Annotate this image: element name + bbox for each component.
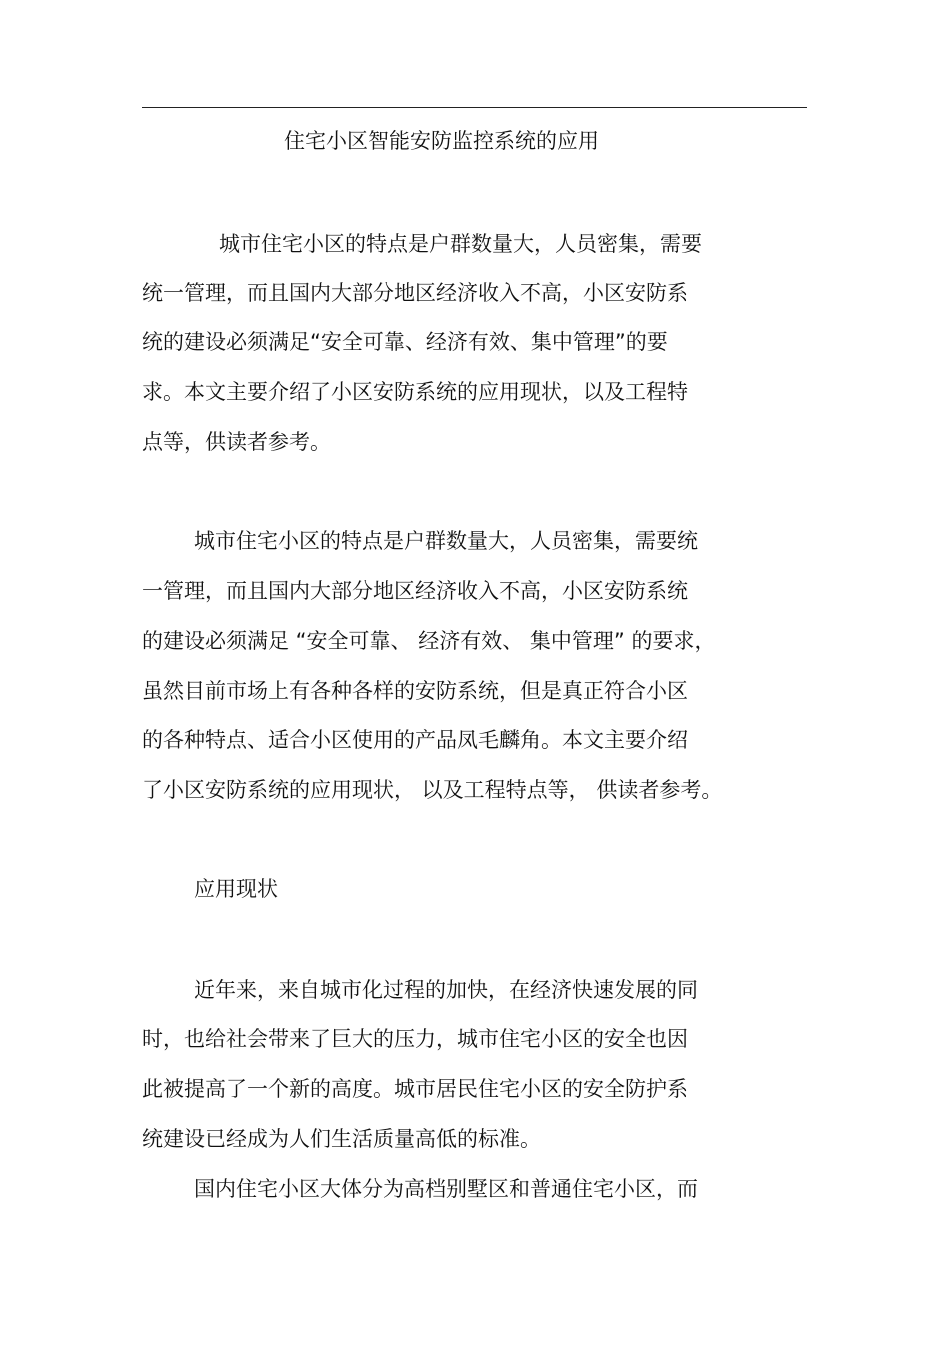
- intro-line: 的建设必须满足 “安全可靠、 经济有效、 集中管理” 的要求，: [142, 629, 716, 653]
- section-line: 近年来，来自城市化过程的加快，在经济快速发展的同: [194, 978, 698, 1002]
- section-heading: 应用现状: [194, 877, 278, 901]
- section-line: 统建设已经成为人们生活质量高低的标准。: [142, 1127, 541, 1151]
- abstract-line: 统的建设必须满足“安全可靠、经济有效、集中管理”的要: [142, 330, 668, 354]
- abstract-line: 求。本文主要介绍了小区安防系统的应用现状，以及工程特: [142, 380, 688, 404]
- intro-line: 了小区安防系统的应用现状， 以及工程特点等， 供读者参考。: [142, 778, 723, 802]
- section-line: 此被提高了一个新的高度。城市居民住宅小区的安全防护系: [142, 1077, 688, 1101]
- section-line: 时，也给社会带来了巨大的压力，城市住宅小区的安全也因: [142, 1027, 688, 1051]
- document-title: 住宅小区智能安防监控系统的应用: [284, 129, 599, 153]
- section-line: 国内住宅小区大体分为高档别墅区和普通住宅小区，而: [194, 1177, 698, 1201]
- intro-line: 虽然目前市场上有各种各样的安防系统，但是真正符合小区: [142, 679, 688, 703]
- intro-line: 一管理，而且国内大部分地区经济收入不高，小区安防系统: [142, 579, 688, 603]
- header-rule: [142, 107, 807, 108]
- intro-line: 城市住宅小区的特点是户群数量大，人员密集，需要统: [194, 529, 698, 553]
- abstract-line: 点等，供读者参考。: [142, 430, 331, 454]
- intro-line: 的各种特点、适合小区使用的产品凤毛麟角。本文主要介绍: [142, 728, 688, 752]
- abstract-line: 统一管理，而且国内大部分地区经济收入不高，小区安防系: [142, 281, 688, 305]
- abstract-line: 城市住宅小区的特点是户群数量大，人员密集，需要: [219, 232, 702, 256]
